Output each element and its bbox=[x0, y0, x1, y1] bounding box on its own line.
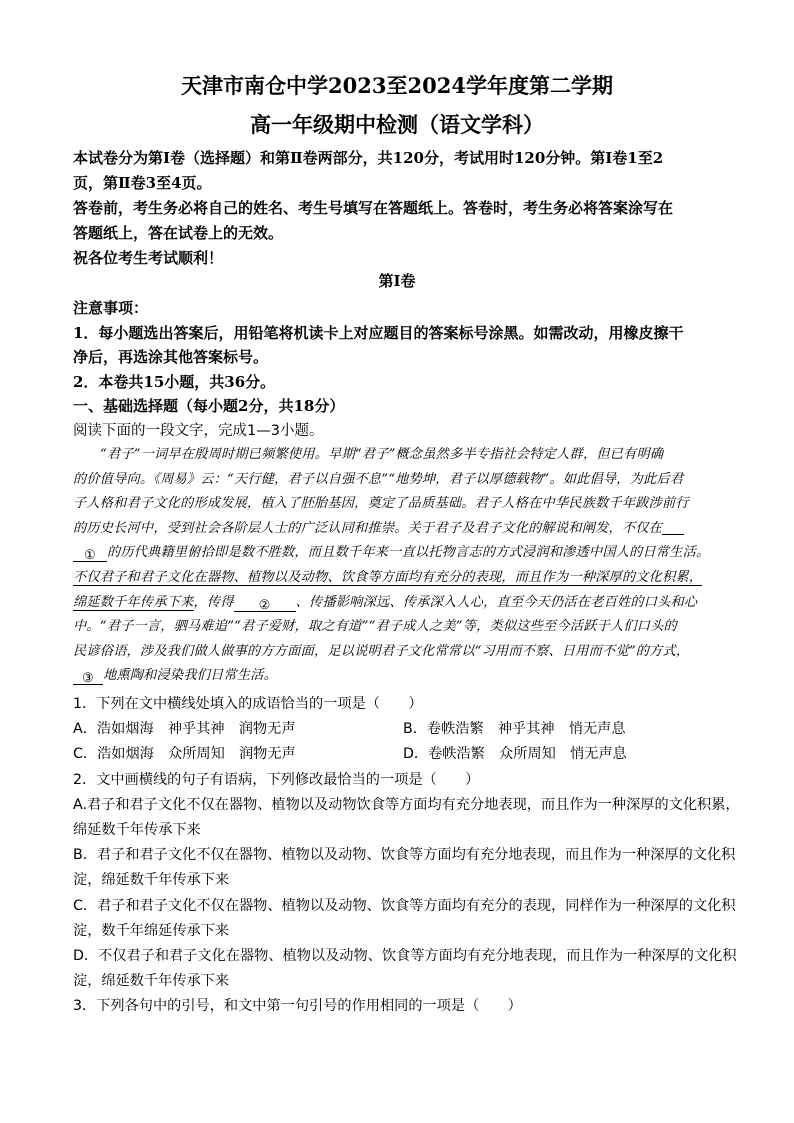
passage-line: 子人格和君子文化的形成发展，植入了胚胎基因，奠定了品质基础。君子人格在中华民族数千年跋涉前行 bbox=[73, 496, 689, 512]
q2-option-a-cont: 绵延数千年传承下来 bbox=[73, 821, 201, 838]
q1-option-a: A．浩如烟海 神乎其神 润物无声 bbox=[73, 721, 296, 738]
option-row bbox=[73, 742, 733, 767]
passage-line bbox=[73, 541, 733, 566]
notes-item: 1．每小题选出答案后，用铅笔将机读卡上对应题目的答案标号涂黑。如需改动，用橡皮擦干 bbox=[73, 323, 684, 342]
q2-option-a: A.君子和君子文化不仅在器物、植物以及动物饮食等方面均有充分地表现，而且作为一种深厚的文化积累， bbox=[73, 796, 740, 813]
exam-subtitle: 高一年级期中检测（语文学科） bbox=[250, 112, 544, 137]
question-1-stem: 1．下列在文中横线处填入的成语恰当的一项是（ ） bbox=[73, 696, 423, 712]
notes-section bbox=[73, 296, 733, 419]
q2-option-d: D．不仅君子和君子文化在器物、植物以及动物、饮食等方面均有充分地表现，而且作为一种深厚的文化积 bbox=[73, 947, 737, 964]
passage-text: 地熏陶和浸染我们日常生活。 bbox=[103, 668, 278, 684]
blank-1: ① bbox=[73, 544, 107, 562]
q1-option-b: B．卷帙浩繁 神乎其神 悄无声息 bbox=[403, 721, 626, 738]
underlined-sentence: 绵延数千年传承下来 bbox=[73, 594, 194, 610]
passage-line bbox=[73, 664, 733, 689]
notes-item: 2．本卷共15小题，共36分。 bbox=[73, 372, 276, 391]
underlined-sentence: 不仅君子和君子文化在器物、植物以及动物、饮食等方面均有充分的表现，而且作为一种深厚的文化积累， bbox=[73, 569, 703, 585]
reading-instruction: 阅读下面的一段文字，完成1—3小题。 bbox=[73, 423, 324, 439]
blank-2: ② bbox=[234, 594, 296, 612]
intro-line: 页，第Ⅱ卷3至4页。 bbox=[73, 174, 212, 192]
blank-3: ③ bbox=[73, 667, 103, 685]
q2-option-c: C．君子和君子文化不仅在器物、植物以及动物、饮食等方面均有充分的表现，同样作为一种深厚的文化积 bbox=[73, 897, 736, 914]
passage-line bbox=[73, 517, 733, 542]
q2-option-d-cont: 淀，绵延数千年传承下来 bbox=[73, 973, 230, 990]
question-3-stem: 3．下列各句中的引号，和文中第一句引号的作用相同的一项是（ ） bbox=[73, 998, 522, 1015]
q2-option-b: B．君子和君子文化不仅在器物、植物以及动物、饮食等方面均有充分地表现，而且作为一种深厚的文化积 bbox=[73, 847, 736, 864]
q1-option-c: C．浩如烟海 众所周知 润物无声 bbox=[73, 746, 296, 763]
passage-text: 的历史长河中，受到社会各阶层人士的广泛认同和推崇。关于君子及君子文化的解说和阐发，不仅在 bbox=[73, 520, 663, 536]
intro-line: 本试卷分为第Ⅰ卷（选择题）和第Ⅱ卷两部分，共120分，考试用时120分钟。第Ⅰ卷1至2 bbox=[73, 149, 664, 167]
q1-option-d: D．卷帙浩繁 众所周知 悄无声息 bbox=[403, 746, 627, 763]
passage-text: 的历代典籍里俯拾即是数不胜数，而且数千年来一直以托物言志的方式浸润和渗透中国人的日常生活。 bbox=[107, 545, 710, 561]
section-title: 第Ⅰ卷 bbox=[378, 272, 416, 290]
passage-line bbox=[73, 566, 733, 591]
passage-text: 、传播影响深远、传承深入人心，直至今天仍活在老百姓的口头和心 bbox=[295, 594, 698, 610]
passage-line: 的价值导向。《周易》云：“天行健，君子以自强不息”“地势坤，君子以厚德载物”。如此倡导，为此后君 bbox=[73, 471, 684, 487]
passage-text: ，传得 bbox=[193, 594, 234, 610]
passage-line: 中。“君子一言，驷马难追”“君子爱财，取之有道”“君子成人之美”等，类似这些至今活跃于人们口头的 bbox=[73, 619, 677, 635]
exam-title: 天津市南仓中学2023至2024学年度第二学期 bbox=[181, 73, 613, 98]
question-2-stem: 2．文中画横线的句子有语病，下列修改最恰当的一项是（ ） bbox=[73, 771, 480, 788]
passage-line: 民谚俗语，涉及我们做人做事的方方面面，足以说明君子文化常常以“习用而不察、日用而不觉”的方式， bbox=[73, 643, 690, 659]
intro-line: 答题纸上，答在试卷上的无效。 bbox=[73, 224, 284, 242]
exam-intro bbox=[73, 146, 733, 271]
option-row bbox=[73, 717, 733, 742]
part-heading: 一、基础选择题（每小题2分，共18分） bbox=[73, 397, 345, 415]
reading-passage bbox=[73, 443, 733, 689]
notes-heading: 注意事项： bbox=[73, 299, 149, 317]
q2-option-c-cont: 淀，数千年绵延传承下来 bbox=[73, 922, 230, 939]
notes-item: 净后，再选涂其他答案标号。 bbox=[73, 348, 269, 366]
passage-line bbox=[73, 591, 733, 616]
q2-option-b-cont: 淀，绵延数千年传承下来 bbox=[73, 872, 230, 889]
questions bbox=[73, 692, 740, 1019]
intro-line: 答卷前，考生务必将自己的姓名、考生号填写在答题纸上。答卷时，考生务必将答案涂写在 bbox=[73, 199, 674, 217]
blank-line bbox=[662, 517, 684, 535]
intro-line: 祝各位考生考试顺利！ bbox=[73, 249, 224, 267]
passage-line: “君子”一词早在殷周时期已频繁使用。早期“君子”概念虽然多半专指社会特定人群，但已有明确 bbox=[100, 447, 664, 462]
